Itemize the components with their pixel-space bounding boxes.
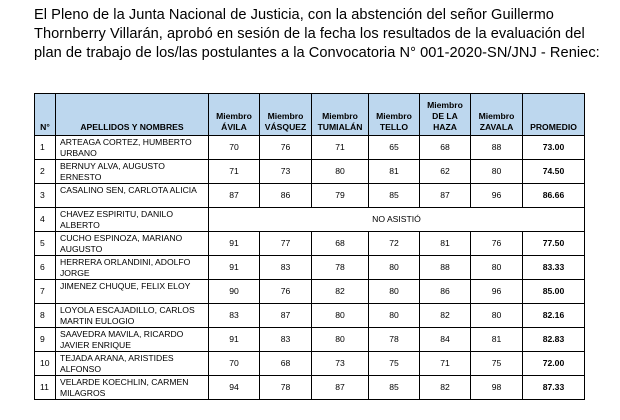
score-haza: 87 <box>420 184 471 208</box>
score-promedio: 87.33 <box>523 376 585 400</box>
score-promedio: 72.00 <box>523 352 585 376</box>
score-haza: 81 <box>420 232 471 256</box>
row-number: 2 <box>35 160 56 184</box>
score-haza: 62 <box>420 160 471 184</box>
candidate-name: VELARDE KOECHLIN, CARMEN MILAGROS <box>56 376 209 400</box>
candidate-name: CUCHO ESPINOZA, MARIANO AUGUSTO <box>56 232 209 256</box>
score-tumialan: 78 <box>312 256 369 280</box>
row-number: 9 <box>35 328 56 352</box>
score-tumialan: 79 <box>312 184 369 208</box>
candidate-name: CHAVEZ ESPIRITU, DANILO ALBERTO <box>56 208 209 232</box>
table-row <box>35 328 585 352</box>
score-tello: 80 <box>369 304 420 328</box>
score-tello: 85 <box>369 376 420 400</box>
row-number: 4 <box>35 208 56 232</box>
absent-label: NO ASISTIÓ <box>209 208 585 232</box>
candidate-name: CASALINO SEN, CARLOTA ALICIA <box>56 184 209 208</box>
score-promedio: 74.50 <box>523 160 585 184</box>
score-tumialan: 73 <box>312 352 369 376</box>
score-vasquez: 87 <box>260 304 312 328</box>
score-vasquez: 83 <box>260 328 312 352</box>
score-avila: 83 <box>209 304 260 328</box>
score-haza: 84 <box>420 328 471 352</box>
score-avila: 91 <box>209 256 260 280</box>
score-tello: 80 <box>369 280 420 304</box>
row-number: 8 <box>35 304 56 328</box>
score-tumialan: 68 <box>312 232 369 256</box>
score-avila: 87 <box>209 184 260 208</box>
score-avila: 91 <box>209 232 260 256</box>
header-tumialan: Miembro TUMIALÁN <box>312 94 369 136</box>
results-table <box>34 93 585 400</box>
candidate-name: SAAVEDRA MAVILA, RICARDO JAVIER ENRIQUE <box>56 328 209 352</box>
score-promedio: 82.16 <box>523 304 585 328</box>
header-tello: Miembro TELLO <box>369 94 420 136</box>
table-row <box>35 256 585 280</box>
table-row <box>35 208 585 232</box>
candidate-name: LOYOLA ESCAJADILLO, CARLOS MARTIN EULOGIO <box>56 304 209 328</box>
row-number: 1 <box>35 136 56 160</box>
header-promedio: PROMEDIO <box>523 94 585 136</box>
score-promedio: 82.83 <box>523 328 585 352</box>
row-number: 7 <box>35 280 56 304</box>
score-tumialan: 80 <box>312 304 369 328</box>
score-promedio: 73.00 <box>523 136 585 160</box>
score-haza: 86 <box>420 280 471 304</box>
header-zavala: Miembro ZAVALA <box>471 94 523 136</box>
score-avila: 94 <box>209 376 260 400</box>
score-tumialan: 87 <box>312 376 369 400</box>
score-avila: 70 <box>209 136 260 160</box>
row-number: 11 <box>35 376 56 400</box>
score-zavala: 80 <box>471 304 523 328</box>
score-vasquez: 78 <box>260 376 312 400</box>
score-avila: 70 <box>209 352 260 376</box>
score-vasquez: 86 <box>260 184 312 208</box>
table-row <box>35 376 585 400</box>
row-number: 6 <box>35 256 56 280</box>
score-avila: 90 <box>209 280 260 304</box>
table-row <box>35 352 585 376</box>
score-vasquez: 76 <box>260 136 312 160</box>
score-zavala: 81 <box>471 328 523 352</box>
row-number: 10 <box>35 352 56 376</box>
header-vasquez: Miembro VÁSQUEZ <box>260 94 312 136</box>
score-tello: 80 <box>369 256 420 280</box>
score-tello: 78 <box>369 328 420 352</box>
candidate-name: HERRERA ORLANDINI, ADOLFO JORGE <box>56 256 209 280</box>
header-name: APELLIDOS Y NOMBRES <box>56 94 209 136</box>
score-zavala: 98 <box>471 376 523 400</box>
score-zavala: 88 <box>471 136 523 160</box>
row-number: 3 <box>35 184 56 208</box>
score-zavala: 96 <box>471 280 523 304</box>
score-tello: 72 <box>369 232 420 256</box>
table-header-row <box>35 94 585 136</box>
candidate-name: ARTEAGA CORTEZ, HUMBERTO URBANO <box>56 136 209 160</box>
score-vasquez: 68 <box>260 352 312 376</box>
score-promedio: 85.00 <box>523 280 585 304</box>
table-row <box>35 184 585 208</box>
score-tumialan: 82 <box>312 280 369 304</box>
score-zavala: 80 <box>471 160 523 184</box>
candidate-name: JIMENEZ CHUQUE, FELIX ELOY <box>56 280 209 304</box>
score-haza: 68 <box>420 136 471 160</box>
candidate-name: BERNUY ALVA, AUGUSTO ERNESTO <box>56 160 209 184</box>
score-tumialan: 71 <box>312 136 369 160</box>
score-vasquez: 73 <box>260 160 312 184</box>
score-haza: 82 <box>420 304 471 328</box>
score-avila: 91 <box>209 328 260 352</box>
score-tello: 81 <box>369 160 420 184</box>
score-promedio: 77.50 <box>523 232 585 256</box>
header-haza: Miembro DE LA HAZA <box>420 94 471 136</box>
score-zavala: 76 <box>471 232 523 256</box>
score-tumialan: 80 <box>312 160 369 184</box>
score-zavala: 96 <box>471 184 523 208</box>
table-row <box>35 136 585 160</box>
header-avila: Miembro ÁVILA <box>209 94 260 136</box>
row-number: 5 <box>35 232 56 256</box>
score-zavala: 80 <box>471 256 523 280</box>
score-tello: 65 <box>369 136 420 160</box>
table-row <box>35 232 585 256</box>
score-vasquez: 83 <box>260 256 312 280</box>
score-tumialan: 80 <box>312 328 369 352</box>
intro-paragraph: El Pleno de la Junta Nacional de Justicia, con la abstención del señor Guillermo Thornberry Villarán, aprobó en sesión de la fecha los resultados de la evaluación del plan de trabajo de los/las postulantes a la Convocatoria N° 001-2020-SN/JNJ - Reniec: <box>34 7 600 61</box>
table-row <box>35 280 585 304</box>
score-vasquez: 77 <box>260 232 312 256</box>
score-promedio: 86.66 <box>523 184 585 208</box>
score-zavala: 75 <box>471 352 523 376</box>
candidate-name: TEJADA ARANA, ARISTIDES ALFONSO <box>56 352 209 376</box>
header-num: N° <box>35 94 56 136</box>
score-haza: 82 <box>420 376 471 400</box>
score-haza: 88 <box>420 256 471 280</box>
table-body <box>35 136 585 400</box>
score-tello: 85 <box>369 184 420 208</box>
score-vasquez: 76 <box>260 280 312 304</box>
table-row <box>35 304 585 328</box>
score-avila: 71 <box>209 160 260 184</box>
score-haza: 71 <box>420 352 471 376</box>
table-row <box>35 160 585 184</box>
score-promedio: 83.33 <box>523 256 585 280</box>
score-tello: 75 <box>369 352 420 376</box>
